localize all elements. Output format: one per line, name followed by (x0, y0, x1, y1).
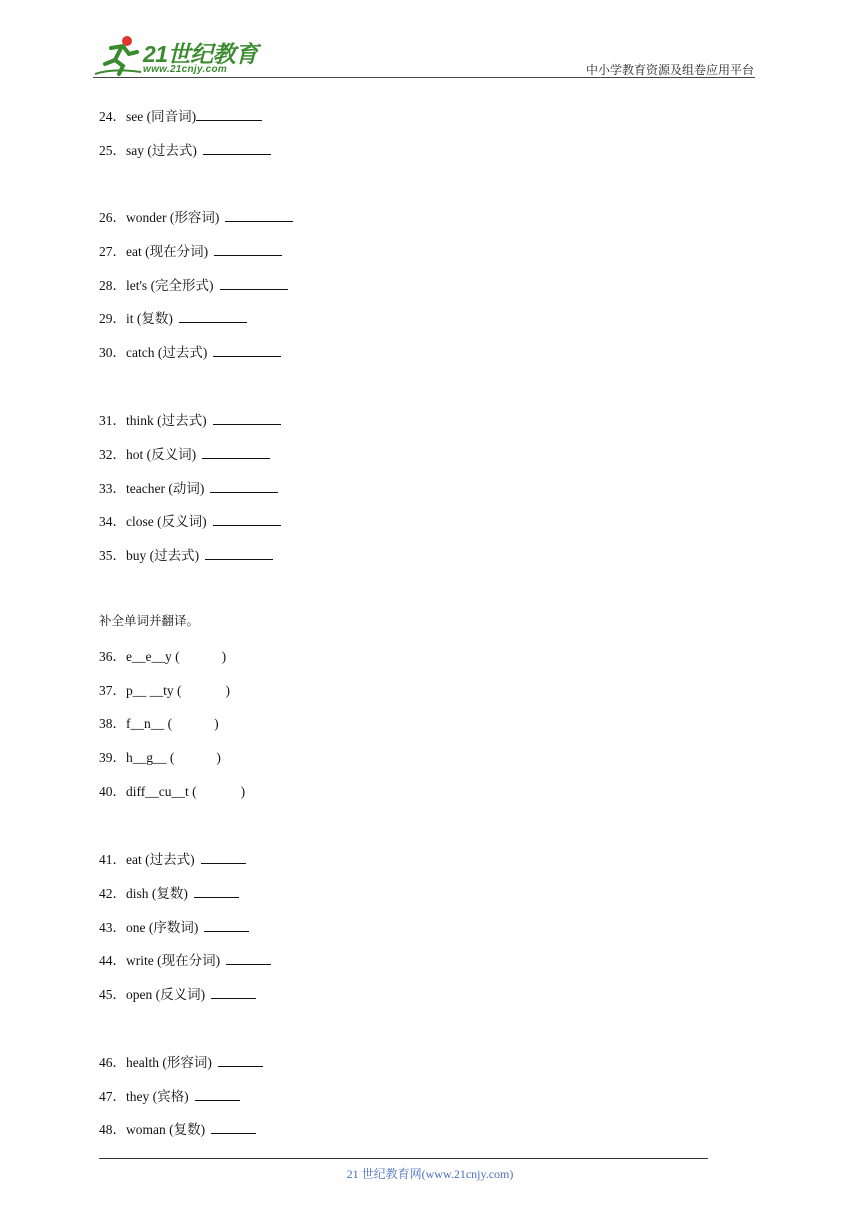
question-number: 29． (99, 311, 126, 326)
question-word: eat (126, 852, 142, 867)
question-word: think (126, 413, 154, 428)
partial-word: p__ __ty ( (126, 683, 182, 698)
exercise-row (99, 917, 249, 937)
header-divider (93, 77, 755, 78)
answer-blank[interactable] (220, 275, 288, 290)
close-paren: ) (214, 716, 219, 731)
answer-blank[interactable] (211, 1119, 256, 1134)
question-hint: (过去式) (147, 143, 197, 158)
question-number: 41． (99, 852, 126, 867)
question-number: 30． (99, 345, 126, 360)
exercise-row (99, 545, 273, 565)
question-number: 27． (99, 244, 126, 259)
question-word: eat (126, 244, 142, 259)
question-number: 35． (99, 548, 126, 563)
partial-word: e__e__y ( (126, 649, 180, 664)
question-hint: (反义词) (146, 447, 197, 462)
question-number: 43． (99, 920, 126, 935)
answer-blank[interactable] (225, 207, 293, 222)
question-number: 31． (99, 413, 126, 428)
close-paren: ) (221, 649, 227, 664)
question-word: it (126, 311, 134, 326)
question-word: health (126, 1055, 159, 1070)
question-number: 26． (99, 210, 126, 225)
fill-in-row (99, 647, 226, 667)
exercise-row (99, 511, 281, 531)
question-word: write (126, 953, 154, 968)
question-number: 34． (99, 514, 126, 529)
logo-url-text: www.21cnjy.com (143, 64, 228, 75)
close-paren: ) (216, 750, 221, 765)
exercise-row (99, 342, 281, 362)
question-hint: (过去式) (149, 548, 200, 563)
question-number: 32． (99, 447, 126, 462)
question-hint: (复数) (151, 886, 188, 901)
exercise-row (99, 478, 278, 498)
question-word: woman (126, 1122, 166, 1137)
exercise-row (99, 140, 271, 160)
question-hint: (宾格) (152, 1089, 189, 1104)
partial-word: f__n__ ( (126, 716, 173, 731)
exercise-row (99, 1052, 263, 1072)
footer-divider (99, 1158, 708, 1159)
answer-blank[interactable] (203, 140, 271, 155)
question-number: 33． (99, 481, 126, 496)
question-hint: (反义词) (155, 987, 206, 1002)
answer-blank[interactable] (218, 1052, 263, 1067)
partial-word: h__g__ ( (126, 750, 175, 765)
answer-blank[interactable] (194, 883, 239, 898)
answer-blank[interactable] (214, 241, 282, 256)
platform-title: 中小学教育资源及组卷应用平台 (585, 63, 754, 77)
question-word: see (126, 109, 144, 124)
exercise-row (99, 410, 281, 430)
exercise-row (99, 241, 282, 261)
exercise-row (99, 308, 247, 328)
site-logo[interactable] (93, 34, 263, 78)
fill-in-row (99, 714, 219, 734)
exercise-row (99, 883, 239, 903)
fill-in-row (99, 681, 230, 701)
exercise-row (99, 1086, 240, 1106)
logo-brand-text: 21世纪教育 (143, 41, 258, 67)
question-hint: (过去式) (157, 413, 207, 428)
answer-blank[interactable] (204, 917, 249, 932)
question-number: 40． (99, 784, 126, 799)
answer-blank[interactable] (211, 984, 256, 999)
exercise-row (99, 106, 262, 126)
close-paren: ) (225, 683, 230, 698)
answer-blank[interactable] (226, 950, 271, 965)
question-word: say (126, 143, 144, 158)
question-hint: (现在分词) (157, 953, 221, 968)
question-hint: (过去式) (145, 852, 195, 867)
answer-blank[interactable] (195, 1086, 240, 1101)
answer-blank[interactable] (202, 444, 270, 459)
exercise-row (99, 207, 293, 227)
question-word: open (126, 987, 153, 1002)
exercise-row (99, 950, 271, 970)
question-number: 25． (99, 143, 126, 158)
footer-link[interactable]: 21 世纪教育网(www.21cnjy.com) (346, 1167, 514, 1181)
question-number: 28． (99, 278, 126, 293)
question-hint: (同音词) (146, 109, 197, 124)
question-hint: (复数) (136, 311, 173, 326)
question-word: dish (126, 886, 149, 901)
partial-word: diff__cu__t ( (126, 784, 197, 799)
question-number: 39． (99, 750, 126, 765)
exercise-row (99, 849, 246, 869)
question-hint: (动词) (168, 481, 205, 496)
question-number: 24． (99, 109, 126, 124)
exercise-row (99, 1119, 256, 1139)
question-hint: (现在分词) (145, 244, 209, 259)
question-hint: (过去式) (157, 345, 208, 360)
answer-blank[interactable] (213, 342, 281, 357)
answer-blank[interactable] (196, 106, 262, 121)
question-hint: (形容词) (162, 1055, 212, 1070)
answer-blank[interactable] (201, 849, 246, 864)
question-hint: (反义词) (157, 514, 207, 529)
question-hint: (复数) (169, 1122, 206, 1137)
exercise-row (99, 984, 256, 1004)
question-number: 48． (99, 1122, 126, 1137)
exercise-row (99, 275, 288, 295)
question-number: 46． (99, 1055, 126, 1070)
runner-logo-icon (93, 34, 145, 78)
page-header (0, 0, 860, 80)
answer-blank[interactable] (213, 410, 281, 425)
question-number: 37． (99, 683, 126, 698)
question-word: catch (126, 345, 155, 360)
question-number: 42． (99, 886, 126, 901)
question-number: 44． (99, 953, 126, 968)
question-word: one (126, 920, 146, 935)
question-hint: (完全形式) (150, 278, 214, 293)
exercise-row (99, 444, 270, 464)
question-hint: (形容词) (169, 210, 220, 225)
question-word: teacher (126, 481, 165, 496)
question-word: hot (126, 447, 144, 462)
question-word: let's (126, 278, 148, 293)
question-word: close (126, 514, 154, 529)
question-word: wonder (126, 210, 167, 225)
answer-blank[interactable] (210, 478, 278, 493)
question-number: 45． (99, 987, 126, 1002)
question-number: 36． (99, 649, 126, 664)
section-title: 补全单词并翻译。 (99, 613, 200, 628)
fill-in-row (99, 782, 245, 802)
question-number: 38． (99, 716, 126, 731)
question-hint: (序数词) (148, 920, 199, 935)
question-word: they (126, 1089, 150, 1104)
close-paren: ) (240, 784, 246, 799)
answer-blank[interactable] (205, 545, 273, 560)
answer-blank[interactable] (179, 308, 247, 323)
question-number: 47． (99, 1089, 126, 1104)
question-word: buy (126, 548, 147, 563)
answer-blank[interactable] (213, 511, 281, 526)
fill-in-row (99, 748, 221, 768)
